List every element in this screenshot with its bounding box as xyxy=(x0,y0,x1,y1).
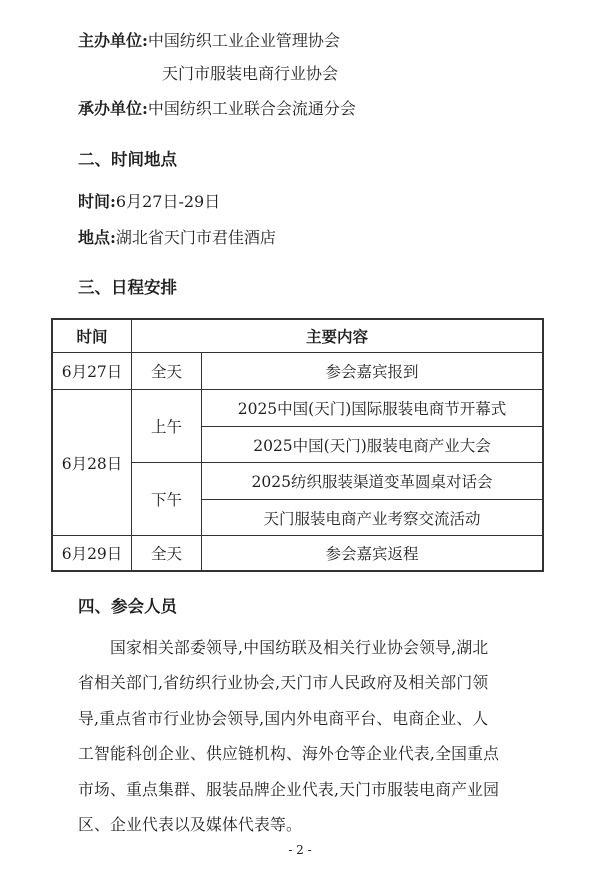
section-heading-attendees: 四、参会人员 xyxy=(78,597,177,616)
host-org-line-1 xyxy=(78,30,340,52)
table-period-day3: 全天 xyxy=(150,545,182,563)
table-period-day1: 全天 xyxy=(150,363,182,381)
time-label: 时间: xyxy=(78,192,116,211)
table-item-pm-1: 2025纺织服装渠道变革圆桌对话会 xyxy=(251,473,493,491)
attendees-line-3: 导,重点省市行业协会领导,国内外电商平台、电商企业、人 xyxy=(78,709,489,728)
host-label: 主办单位: xyxy=(78,31,148,50)
section-heading-time-place: 二、时间地点 xyxy=(78,150,177,169)
table-header-content: 主要内容 xyxy=(305,327,368,346)
table-date-day2: 6月28日 xyxy=(61,454,123,473)
table-date-day1: 6月27日 xyxy=(61,363,123,381)
attendees-line-5: 市场、重点集群、服装品牌企业代表,天门市服装电商产业园 xyxy=(78,780,500,799)
time-value: 6月27日-29日 xyxy=(115,192,221,211)
table-item-day1: 参会嘉宾报到 xyxy=(325,363,419,381)
place-value: 湖北省天门市君佳酒店 xyxy=(115,228,276,247)
attendees-line-6: 区、企业代表以及媒体代表等。 xyxy=(78,815,302,834)
place-label: 地点: xyxy=(78,228,116,247)
table-period-pm: 下午 xyxy=(150,491,182,509)
table-date-day3: 6月29日 xyxy=(61,545,123,563)
host-org-2: 天门市服装电商行业协会 xyxy=(162,64,339,83)
co-org-1: 中国纺织工业联合会流通分会 xyxy=(147,99,356,118)
table-item-am-2: 2025中国(天门)服装电商产业大会 xyxy=(253,436,491,455)
table-item-pm-2: 天门服装电商产业考察交流活动 xyxy=(263,509,481,528)
attendees-line-1: 国家相关部委领导,中国纺联及相关行业协会领导,湖北 xyxy=(110,638,489,657)
place-line xyxy=(78,227,276,249)
table-item-am-1: 2025中国(天门)国际服装电商节开幕式 xyxy=(237,400,507,418)
time-line xyxy=(78,191,220,213)
attendees-line-4: 工智能科创企业、供应链机构、海外仓等企业代表,全国重点 xyxy=(78,744,500,763)
page-number: - 2 - xyxy=(288,843,312,857)
schedule-table xyxy=(51,318,544,572)
section-heading-schedule: 三、日程安排 xyxy=(78,278,177,297)
table-header-time: 时间 xyxy=(76,327,108,346)
table-period-am: 上午 xyxy=(150,418,182,436)
attendees-line-2: 省相关部门,省纺织行业协会,天门市人民政府及相关部门领 xyxy=(78,673,489,692)
host-org-1: 中国纺织工业企业管理协会 xyxy=(147,31,340,50)
table-item-day3: 参会嘉宾返程 xyxy=(325,545,419,563)
co-label: 承办单位: xyxy=(78,99,148,118)
co-org-line xyxy=(78,98,356,120)
